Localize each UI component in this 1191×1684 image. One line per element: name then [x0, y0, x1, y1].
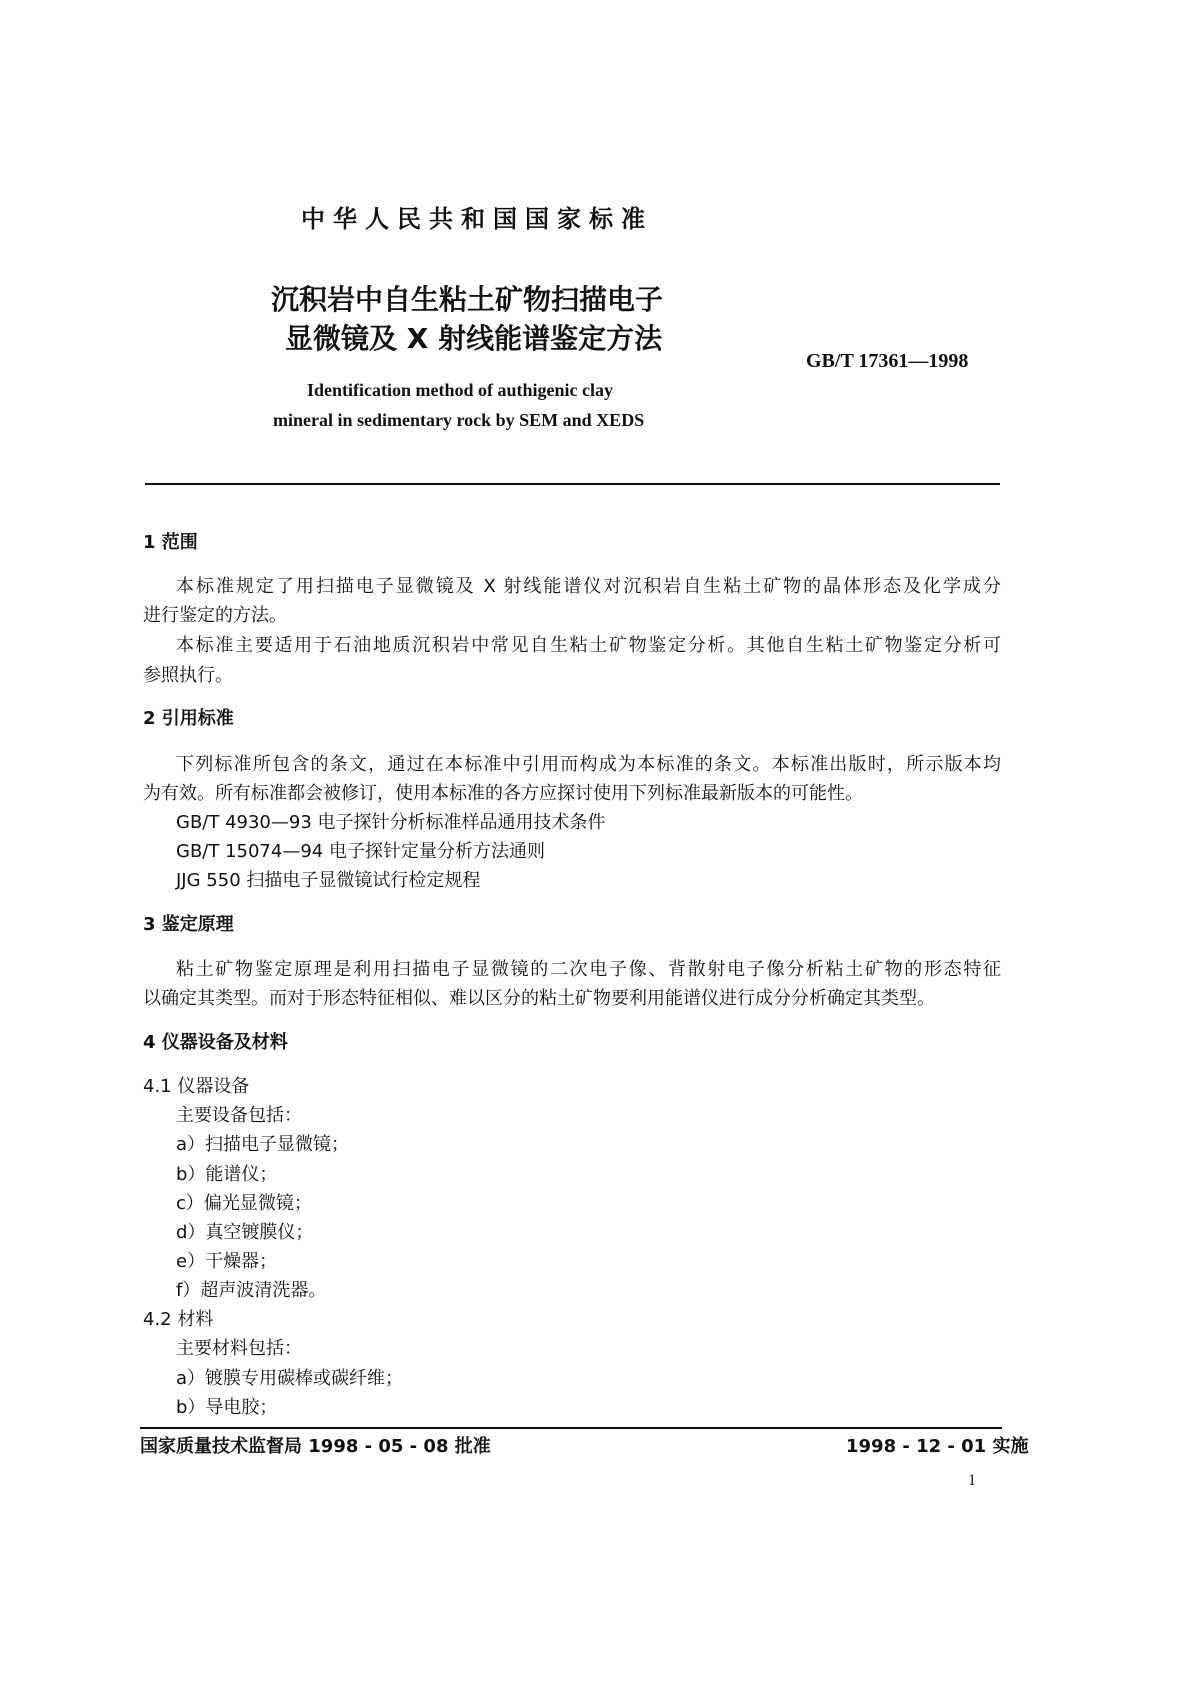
subsection-4-1-heading: 4.1 仪器设备 — [143, 1076, 250, 1097]
paragraph: 本标准规定了用扫描电子显微镜及 X 射线能谱仪对沉积岩自生粘土矿物的晶体形态及化学成分 — [176, 576, 1001, 597]
standard-code: GB/T 17361—1998 — [806, 350, 969, 372]
list-intro: 主要设备包括： — [176, 1105, 302, 1126]
english-title-line-1: Identification method of authigenic clay — [307, 380, 613, 400]
section-3-heading: 3 鉴定原理 — [143, 914, 234, 935]
reference-item: JJG 550 扫描电子显微镜试行检定规程 — [176, 870, 481, 891]
paragraph: 进行鉴定的方法。 — [143, 605, 287, 626]
title-line-2: 显微镜及 X 射线能谱鉴定方法 — [285, 322, 663, 355]
paragraph: 粘土矿物鉴定原理是利用扫描电子显微镜的二次电子像、背散射电子像分析粘土矿物的形态特征 — [176, 959, 1001, 980]
footer-divider — [140, 1427, 1002, 1429]
reference-item: GB/T 15074—94 电子探针定量分析方法通则 — [176, 841, 545, 862]
list-item: b）导电胶； — [176, 1397, 278, 1418]
list-item: a）扫描电子显微镜； — [176, 1134, 350, 1155]
section-1-heading: 1 范围 — [143, 532, 198, 553]
list-item: c）偏光显微镜； — [176, 1193, 312, 1214]
section-2-heading: 2 引用标准 — [143, 708, 234, 729]
paragraph: 下列标准所包含的条文，通过在本标准中引用而构成为本标准的条文。本标准出版时，所示版本均 — [176, 754, 1001, 775]
english-title-line-2: mineral in sedimentary rock by SEM and XEDS — [273, 410, 645, 430]
section-4-heading: 4 仪器设备及材料 — [143, 1032, 288, 1053]
paragraph: 参照执行。 — [143, 665, 233, 686]
list-item: d）真空镀膜仪； — [176, 1222, 314, 1243]
list-item: a）镀膜专用碳棒或碳纤维； — [176, 1368, 404, 1389]
title-line-1: 沉积岩中自生粘土矿物扫描电子 — [271, 283, 664, 316]
paragraph: 以确定其类型。而对于形态特征相似、难以区分的粘土矿物要利用能谱仪进行成分分析确定其类型。 — [143, 988, 935, 1009]
list-intro: 主要材料包括： — [176, 1338, 302, 1359]
approval-note: 国家质量技术监督局 1998 - 05 - 08 批准 — [140, 1436, 491, 1457]
page-number: 1 — [968, 1472, 976, 1489]
list-item: e）干燥器； — [176, 1251, 278, 1272]
list-item: b）能谱仪； — [176, 1164, 278, 1185]
effective-date: 1998 - 12 - 01 实施 — [846, 1436, 1029, 1457]
paragraph: 为有效。所有标准都会被修订，使用本标准的各方应探讨使用下列标准最新版本的可能性。 — [143, 783, 863, 804]
country-standard-title: 中华人民共和国国家标准 — [301, 205, 653, 233]
subsection-4-2-heading: 4.2 材料 — [143, 1309, 214, 1330]
header-divider — [145, 483, 1000, 485]
list-item: f）超声波清洗器。 — [176, 1280, 327, 1301]
paragraph: 本标准主要适用于石油地质沉积岩中常见自生粘土矿物鉴定分析。其他自生粘土矿物鉴定分析可 — [176, 635, 1001, 656]
reference-item: GB/T 4930—93 电子探针分析标准样品通用技术条件 — [176, 812, 606, 833]
